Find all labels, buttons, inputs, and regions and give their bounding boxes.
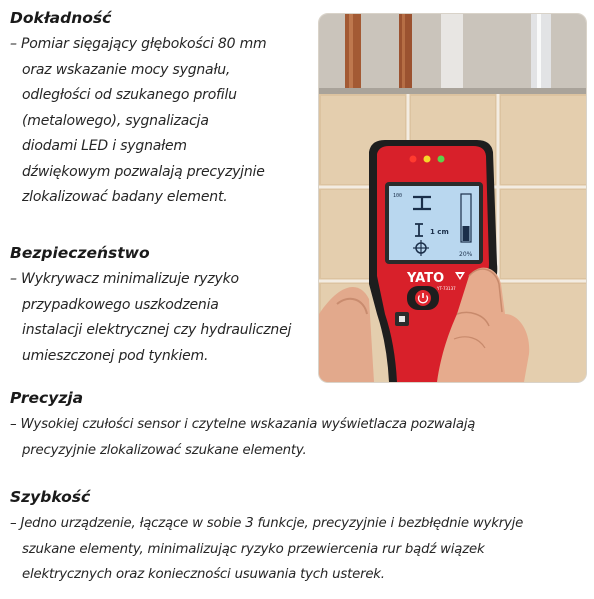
led-green bbox=[438, 156, 445, 163]
screen-readout-distance: 1 cm bbox=[430, 228, 449, 236]
copper-pipe bbox=[399, 14, 412, 92]
section-heading: Szybkość bbox=[10, 488, 91, 506]
brand-logo: YATO bbox=[407, 271, 445, 286]
led-red bbox=[410, 156, 417, 163]
section-line: oraz wskazanie mocy sygnału, bbox=[22, 61, 231, 78]
section-line: instalacji elektrycznej czy hydraulicznej bbox=[22, 322, 292, 338]
section-szybkosc bbox=[10, 487, 523, 588]
pvc-pipe bbox=[441, 14, 463, 92]
section-line: – Pomiar sięgający głębokości 80 mm bbox=[10, 36, 267, 52]
section-line: diodami LED i sygnałem bbox=[22, 138, 187, 154]
section-heading: Bezpieczeństwo bbox=[10, 244, 150, 262]
product-photo bbox=[318, 13, 587, 383]
section-dokladnosc bbox=[10, 8, 266, 211]
screen-readout-top: 100 bbox=[393, 193, 403, 199]
section-line: elektrycznych oraz konieczności usuwania tych usterek. bbox=[22, 567, 385, 582]
screen-readout-percent: 20% bbox=[459, 251, 473, 258]
section-line: przypadkowego uszkodzenia bbox=[22, 296, 219, 313]
section-line: odległości od szukanego profilu bbox=[22, 87, 237, 103]
section-line: – Jedno urządzenie, łączące w sobie 3 funkcje, precyzyjnie i bezbłędnie wykryje bbox=[10, 516, 524, 531]
led-yellow bbox=[424, 156, 431, 163]
section-line: szukane elementy, minimalizując ryzyko przewiercenia rur bądź wiązek bbox=[22, 541, 485, 557]
section-line: zlokalizować badany element. bbox=[22, 189, 228, 205]
model-number: YT-73137 bbox=[437, 286, 456, 291]
section-line: precyzyjnie zlokalizować szukane elementy. bbox=[22, 442, 307, 458]
section-heading: Precyzja bbox=[10, 389, 84, 407]
section-line: – Wysokiej czułości sensor i czytelne wskazania wyświetlacza pozwalają bbox=[10, 417, 476, 432]
section-bezpieczenstwo bbox=[10, 243, 291, 369]
section-line: dźwiękowym pozwalają precyzyjnie bbox=[22, 163, 265, 180]
section-line: – Wykrywacz minimalizuje ryzyko bbox=[10, 271, 239, 287]
section-line: umieszczonej pod tynkiem. bbox=[22, 347, 209, 364]
section-precyzja bbox=[10, 388, 475, 463]
section-line: (metalowego), sygnalizacja bbox=[22, 112, 209, 129]
section-heading: Dokładność bbox=[10, 9, 112, 27]
